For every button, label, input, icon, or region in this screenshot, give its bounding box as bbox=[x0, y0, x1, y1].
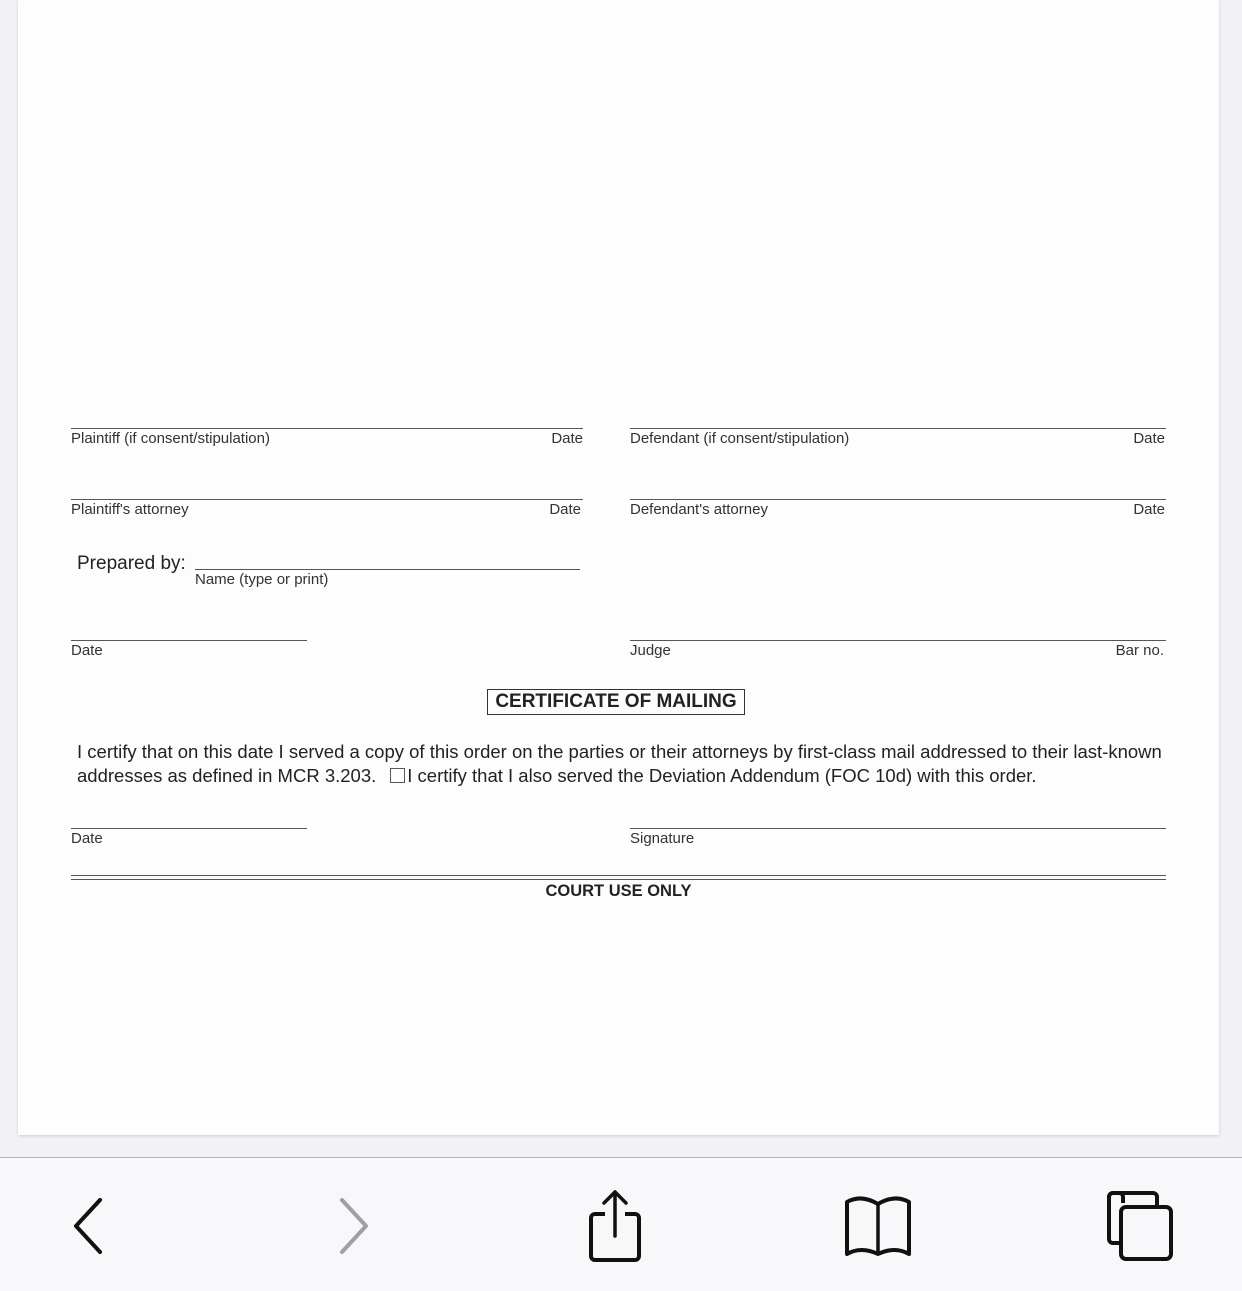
forward-button[interactable] bbox=[312, 1178, 392, 1273]
defendant-attorney-label: Defendant's attorney bbox=[630, 501, 768, 518]
plaintiff-label: Plaintiff (if consent/stipulation) bbox=[71, 430, 270, 447]
plaintiff-attorney-date-label: Date bbox=[549, 501, 581, 518]
tabs-icon bbox=[1103, 1189, 1177, 1263]
mailing-date-label: Date bbox=[71, 830, 103, 847]
book-icon bbox=[843, 1194, 913, 1258]
certificate-paragraph bbox=[77, 740, 1177, 788]
share-icon bbox=[583, 1188, 647, 1264]
chevron-right-icon bbox=[332, 1196, 372, 1256]
chevron-left-icon bbox=[70, 1196, 110, 1256]
plaintiff-attorney-label: Plaintiff's attorney bbox=[71, 501, 189, 518]
judge-signature-line bbox=[630, 640, 1166, 641]
bookmarks-button[interactable] bbox=[838, 1178, 918, 1273]
share-button[interactable] bbox=[575, 1178, 655, 1273]
back-button[interactable] bbox=[50, 1178, 130, 1273]
date-line bbox=[71, 640, 307, 641]
date-label: Date bbox=[71, 642, 103, 659]
document-page bbox=[18, 0, 1219, 1135]
browser-toolbar bbox=[0, 1157, 1242, 1291]
certificate-text: I certify that on this date I served a copy of this order on the parties or their attorneys by first-class mail addressed to their last-known addresses as defined in MCR 3.203. bbox=[77, 741, 1162, 786]
tabs-button[interactable] bbox=[1100, 1178, 1180, 1273]
mailing-date-line bbox=[71, 828, 307, 829]
plaintiff-date-label: Date bbox=[551, 430, 583, 447]
bar-no-label: Bar no. bbox=[1115, 642, 1164, 659]
plaintiff-attorney-line bbox=[71, 499, 583, 500]
signature-label: Signature bbox=[630, 830, 695, 847]
defendant-signature-line bbox=[630, 428, 1166, 429]
prepared-by-label: Prepared by: bbox=[77, 553, 186, 574]
deviation-addendum-checkbox[interactable] bbox=[390, 768, 405, 783]
certificate-of-mailing-title: CERTIFICATE OF MAILING bbox=[487, 689, 745, 715]
defendant-label: Defendant (if consent/stipulation) bbox=[630, 430, 850, 447]
plaintiff-signature-line bbox=[71, 428, 583, 429]
court-use-divider bbox=[71, 875, 1166, 880]
defendant-date-label: Date bbox=[1133, 430, 1165, 447]
court-use-only-label: COURT USE ONLY bbox=[545, 882, 692, 900]
addendum-text: I certify that I also served the Deviation Addendum (FOC 10d) with this order. bbox=[407, 765, 1037, 786]
name-type-or-print-label: Name (type or print) bbox=[195, 571, 329, 588]
judge-label: Judge bbox=[630, 642, 671, 659]
defendant-attorney-date-label: Date bbox=[1133, 501, 1165, 518]
defendant-attorney-line bbox=[630, 499, 1166, 500]
mailing-signature-line bbox=[630, 828, 1166, 829]
prepared-by-name-line bbox=[195, 569, 580, 570]
